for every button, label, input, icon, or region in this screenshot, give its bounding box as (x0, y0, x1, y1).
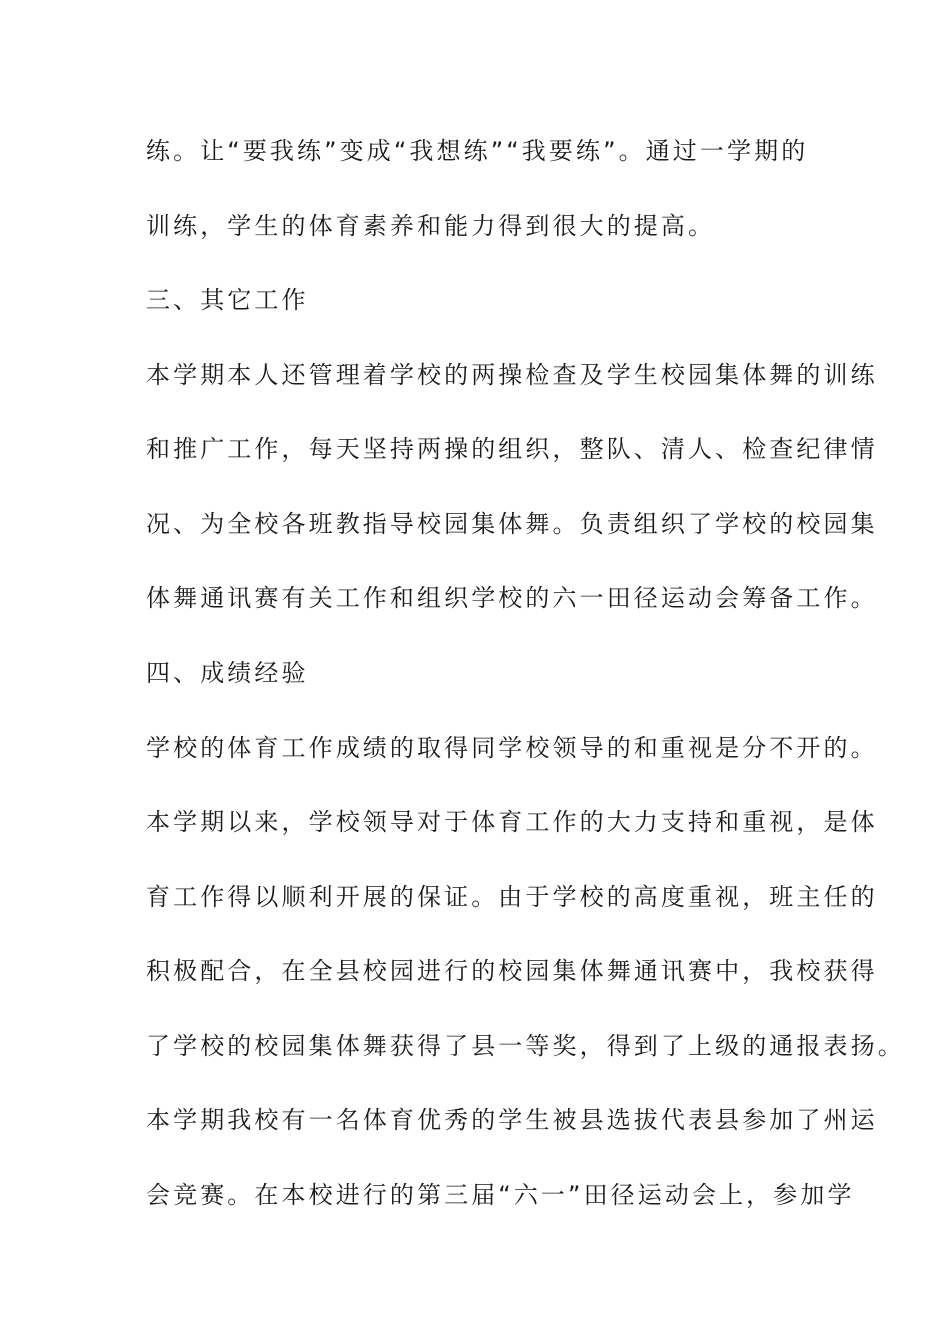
text-line: 了学校的校园集体舞获得了县一等奖，得到了上级的通报表扬。 (146, 1032, 905, 1060)
text-line: 和推广工作，每天坚持两操的组织，整队、清人、检查纪律情 (146, 435, 878, 463)
text-line: 况、为全校各班教指导校园集体舞。负责组织了学校的校园集 (146, 510, 878, 538)
section-heading: 四、成绩经验 (146, 659, 309, 687)
text-line: 积极配合，在全县校园进行的校园集体舞通讯赛中，我校获得 (146, 957, 878, 985)
text-line: 本学期以来，学校领导对于体育工作的大力支持和重视，是体 (146, 808, 878, 836)
section-heading: 三、其它工作 (146, 286, 309, 314)
text-line: 本学期我校有一名体育优秀的学生被县选拔代表县参加了州运 (146, 1106, 878, 1134)
text-line: 本学期本人还管理着学校的两操检查及学生校园集体舞的训练 (146, 361, 878, 389)
text-line: 学校的体育工作成绩的取得同学校领导的和重视是分不开的。 (146, 734, 878, 762)
text-line: 育工作得以顺利开展的保证。由于学校的高度重视，班主任的 (146, 883, 878, 911)
text-line: 会竞赛。在本校进行的第三届“六一”田径运动会上，参加学 (146, 1181, 855, 1209)
text-line: 训练，学生的体育素养和能力得到很大的提高。 (146, 212, 716, 240)
text-line: 体舞通讯赛有关工作和组织学校的六一田径运动会筹备工作。 (146, 584, 878, 612)
text-line: 练。让“要我练”变成“我想练”“我要练”。通过一学期的 (146, 137, 809, 165)
